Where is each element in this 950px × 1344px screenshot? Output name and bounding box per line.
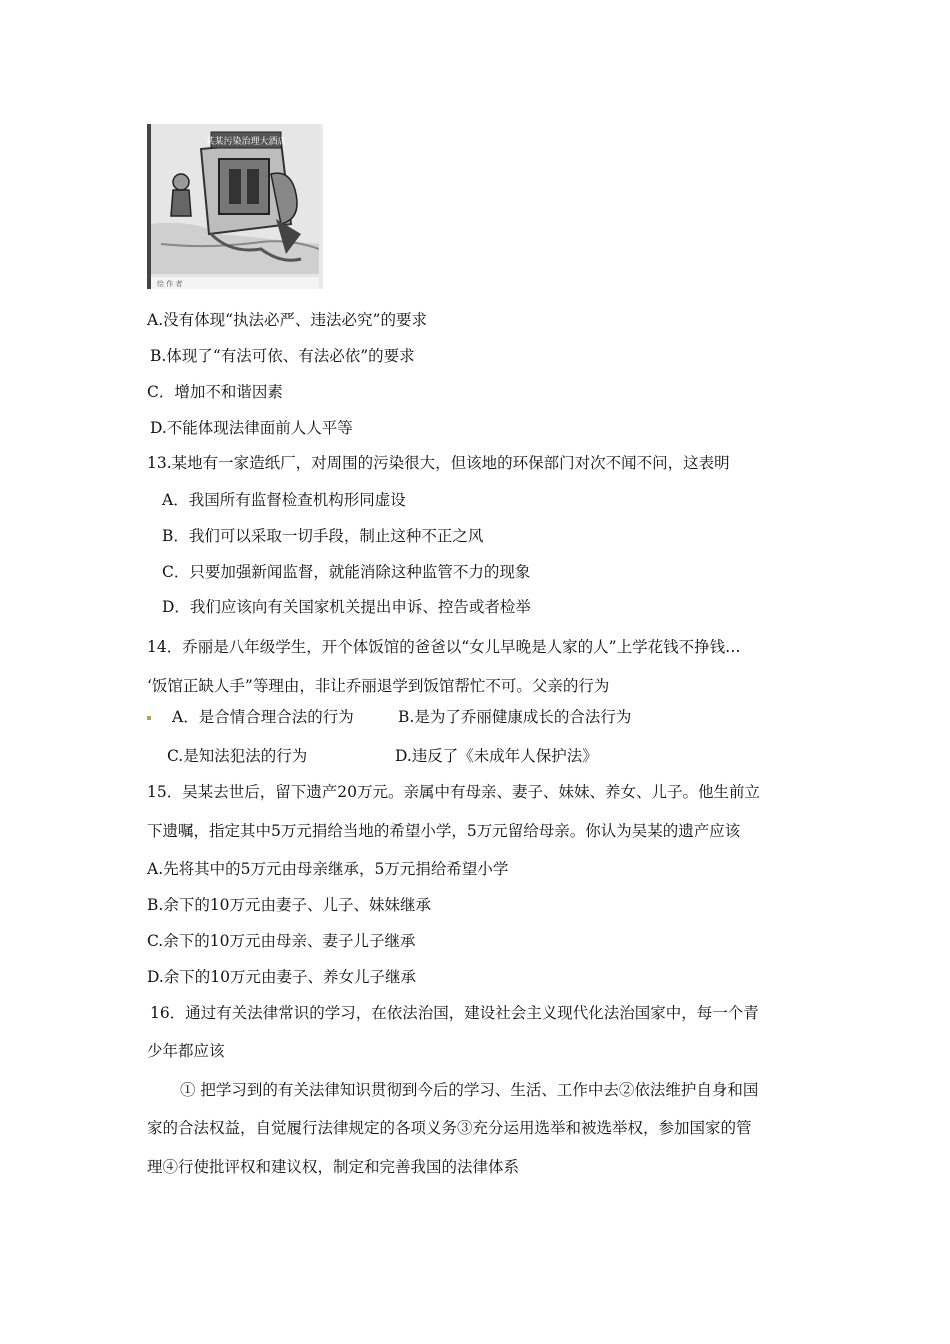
q12-option-b: B.体现了“有法可依、有法必依”的要求 [150,347,415,365]
q15-option-b: B.余下的10万元由妻子、儿子、妹妹继承 [147,896,432,914]
q13-option-a: A．我国所有监督检查机构形同虚设 [162,491,406,509]
q14-option-b: B.是为了乔丽健康成长的合法行为 [398,708,632,726]
cartoon-drawing [151,124,319,289]
q16-item-line3: 理④行使批评权和建议权，制定和完善我国的法律体系 [147,1158,520,1176]
q13-stem: 13.某地有一家造纸厂，对周围的污染很大，但该地的环保部门对次不闻不问，这表明 [147,454,730,472]
q12-option-c: C．增加不和谐因素 [147,383,283,401]
q14-stem-line1: 14．乔丽是八年级学生，开个体饭馆的爸爸以“女儿早晚是人家的人”上学花钱不挣钱… [147,638,741,656]
q15-option-d: D.余下的10万元由妻子、养女儿子继承 [147,968,417,986]
q14-stem-line2: ‘饭馆正缺人手”等理由，非让乔丽退学到饭馆帮忙不可。父亲的行为 [147,677,610,695]
q16-stem-line1: 16．通过有关法律常识的学习，在依法治国，建设社会主义现代化法治国家中，每一个青 [150,1004,759,1022]
q13-option-d: D．我们应该向有关国家机关提出申诉、控告或者检举 [162,598,531,616]
q12-option-a: A.没有体现“执法必严、违法必究”的要求 [147,311,427,329]
q14-option-c: C.是知法犯法的行为 [167,747,308,765]
q16-stem-line2: 少年都应该 [147,1042,225,1060]
q13-option-c: C．只要加强新闻监督，就能消除这种监管不力的现象 [162,563,531,581]
cartoon-credit: 绘 作 者 [157,280,183,288]
q15-option-a: A.先将其中的5万元由母亲继承，5万元捐给希望小学 [147,860,509,878]
stray-mark [147,716,151,720]
q16-item-line1: ① 把学习到的有关法律知识贯彻到今后的学习、生活、工作中去②依法维护自身和国 [180,1081,759,1099]
q12-option-d: D.不能体现法律面前人人平等 [150,419,353,437]
cartoon-sign-text: 某某污染治理大酒店 [205,137,287,147]
q15-stem-line2: 下遗嘱，指定其中5万元捐给当地的希望小学，5万元留给母亲。你认为吴某的遗产应该 [147,822,741,840]
q15-option-c: C.余下的10万元由母亲、妻子儿子继承 [147,932,416,950]
cartoon-illustration [147,124,323,289]
q14-option-a: A．是合情合理合法的行为 [172,708,354,726]
q13-option-b: B．我们可以采取一切手段，制止这种不正之风 [162,527,484,545]
q16-item-line2: 家的合法权益，自觉履行法律规定的各项义务③充分运用选举和被选举权，参加国家的管 [147,1119,752,1137]
q14-option-d: D.违反了《未成年人保护法》 [395,747,598,765]
q15-stem-line1: 15．吴某去世后，留下遗产20万元。亲属中有母亲、妻子、妹妹、养女、儿子。他生前立 [147,783,760,801]
